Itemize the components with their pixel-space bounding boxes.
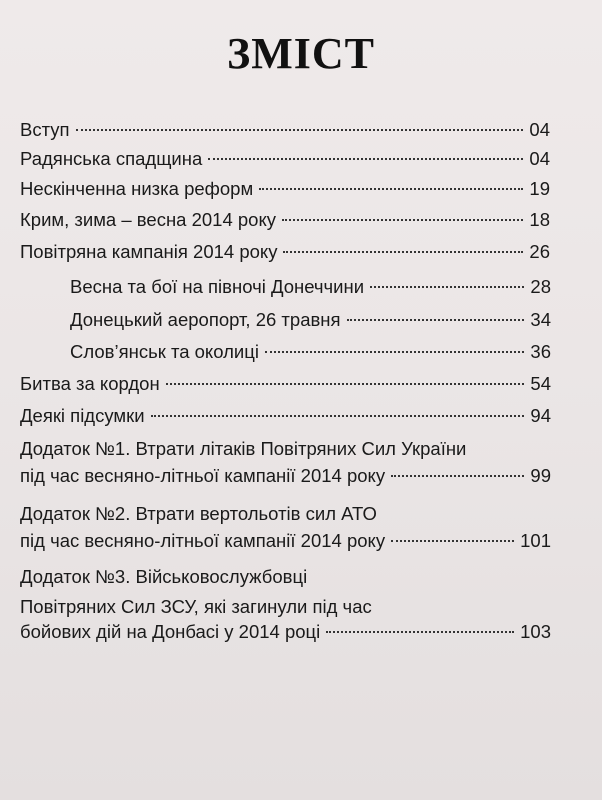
toc-page-number: 26 [529, 241, 550, 262]
toc-label: під час весняно-літньої кампанії 2014 року [20, 465, 386, 486]
toc-leader-dots [391, 475, 524, 477]
toc-entry-appendix-1-last-line [20, 464, 551, 488]
toc-entry-sloviansk[interactable] [70, 340, 551, 364]
toc-page-number: 34 [530, 309, 551, 330]
toc-entry-appendix-3-last-line [20, 620, 551, 644]
toc-page-number: 04 [529, 119, 550, 140]
toc-leader-dots [265, 351, 524, 353]
toc-leader-dots [208, 158, 523, 160]
toc-entry-donetsk-airport[interactable] [70, 308, 551, 332]
toc-leader-dots [259, 188, 523, 190]
toc-page-number: 94 [530, 405, 551, 426]
toc-label: Слов’янськ та околиці [70, 341, 259, 362]
toc-entry-border-battle[interactable] [20, 372, 551, 396]
toc-page-number: 99 [530, 465, 551, 486]
toc-label: Весна та бої на півночі Донеччини [70, 276, 365, 297]
toc-page-number: 103 [520, 621, 551, 642]
toc-entry-summary[interactable] [20, 404, 551, 428]
toc-label: Деякі підсумки [20, 405, 145, 426]
toc-entry-intro[interactable] [20, 118, 550, 142]
toc-page-number: 36 [530, 341, 551, 362]
toc-page-number: 28 [530, 276, 551, 297]
toc-label-line1: Додаток №2. Втрати вертольотів сил АТО [20, 503, 377, 524]
toc-page-number: 18 [529, 209, 550, 230]
toc-label-line1: Додаток №1. Втрати літаків Повітряних Сил України [20, 438, 467, 459]
toc-leader-dots [347, 319, 525, 321]
toc-page-number: 101 [520, 530, 551, 551]
toc-label: під час весняно-літньої кампанії 2014 року [20, 530, 386, 551]
toc-leader-dots [370, 286, 524, 288]
toc-entry-spring-battles[interactable] [70, 275, 551, 299]
toc-leader-dots [151, 415, 525, 417]
toc-label: Донецький аеропорт, 26 травня [70, 309, 341, 330]
toc-leader-dots [283, 251, 523, 253]
toc-label: Вступ [20, 119, 70, 140]
toc-label: бойових дій на Донбасі у 2014 році [20, 621, 321, 642]
toc-label: Крим, зима – весна 2014 року [20, 209, 277, 230]
toc-leader-dots [282, 219, 523, 221]
toc-label: Радянська спадщина [20, 148, 203, 169]
toc-label: Нескінченна низка реформ [20, 178, 254, 199]
toc-leader-dots [166, 383, 525, 385]
toc-entry-soviet-legacy[interactable] [20, 147, 550, 171]
toc-entry-air-campaign[interactable] [20, 240, 550, 264]
toc-entry-crimea[interactable] [20, 208, 550, 232]
toc-entry-reforms[interactable] [20, 177, 550, 201]
toc-leader-dots [391, 540, 514, 542]
toc-leader-dots [76, 129, 524, 131]
toc-label: Битва за кордон [20, 373, 160, 394]
toc-label-line1: Додаток №3. Військовослужбовці [20, 566, 308, 587]
toc-label: Повітряна кампанія 2014 року [20, 241, 278, 262]
toc-page-number: 04 [529, 148, 550, 169]
toc-page-number: 19 [529, 178, 550, 199]
toc-page-number: 54 [530, 373, 551, 394]
toc-leader-dots [326, 631, 514, 633]
toc-entry-appendix-2-last-line [20, 529, 551, 553]
toc-label-line2: Повітряних Сил ЗСУ, які загинули під час [20, 596, 372, 617]
page-title: ЗМІСТ [227, 29, 375, 78]
